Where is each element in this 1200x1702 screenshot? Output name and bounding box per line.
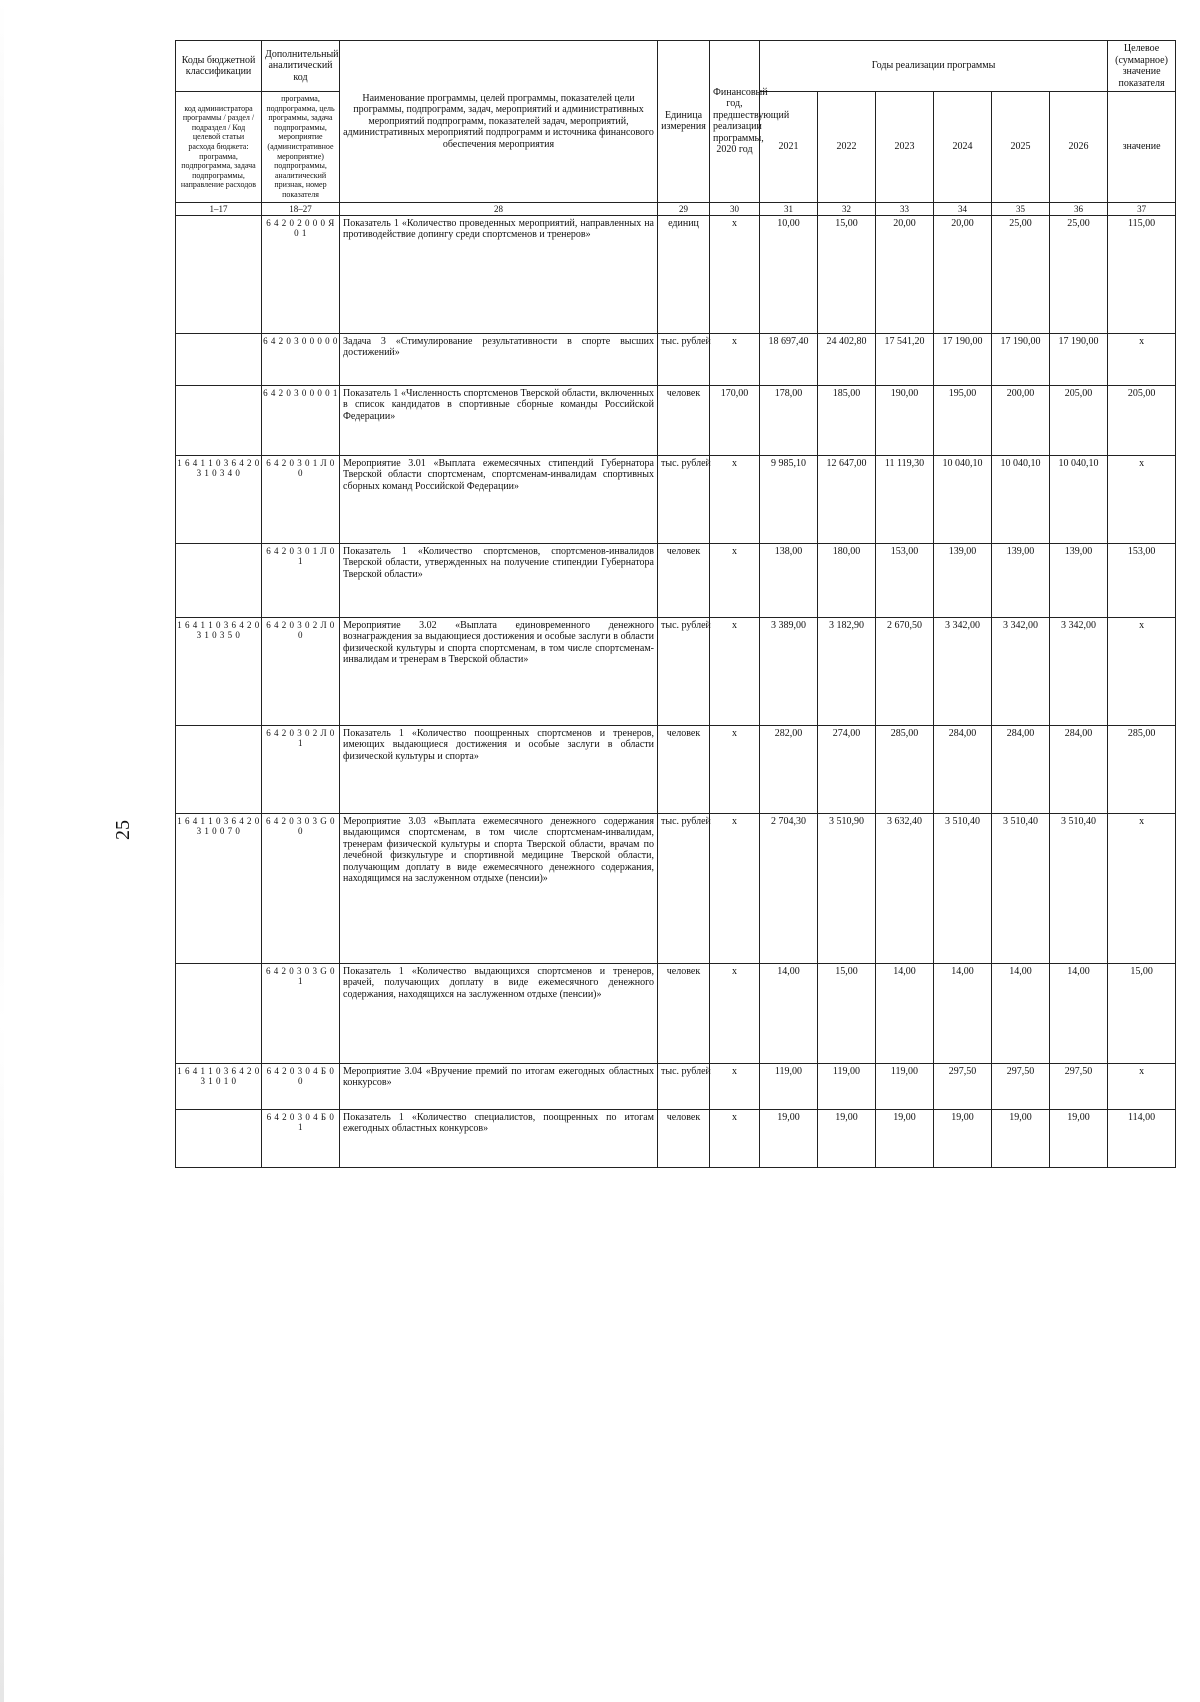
budget-code-cell bbox=[176, 543, 262, 617]
year-2021-header: 2021 bbox=[760, 92, 818, 203]
year-value-cell: 18 697,40 bbox=[760, 333, 818, 385]
year-value-cell: 195,00 bbox=[934, 385, 992, 455]
year-value-cell: 153,00 bbox=[876, 543, 934, 617]
fin-2020-cell: x bbox=[710, 333, 760, 385]
year-2022-header: 2022 bbox=[818, 92, 876, 203]
table-row bbox=[176, 543, 1176, 617]
col-num-unit: 29 bbox=[658, 202, 710, 215]
year-value-cell: 190,00 bbox=[876, 385, 934, 455]
year-value-cell: 15,00 bbox=[818, 963, 876, 1063]
year-value-cell: 119,00 bbox=[818, 1063, 876, 1109]
col-num-analytic: 18–27 bbox=[262, 202, 340, 215]
unit-cell: единиц bbox=[658, 215, 710, 333]
col-num-2023: 33 bbox=[876, 202, 934, 215]
fin-2020-cell: x bbox=[710, 215, 760, 333]
budget-code-cell: 1 6 4 1 1 0 3 6 4 2 0 3 1 0 0 7 0 bbox=[176, 813, 262, 963]
col-num-fin: 30 bbox=[710, 202, 760, 215]
row-name-cell: Показатель 1 «Численность спортсменов Тверской области, включенных в список кандидатов в спортивные сборные команды Российской Федерации» bbox=[340, 385, 658, 455]
expense-direction-label: направление расходов bbox=[180, 180, 257, 190]
unit-cell: тыс. рублей bbox=[658, 455, 710, 543]
year-value-cell: 119,00 bbox=[876, 1063, 934, 1109]
year-value-cell: 14,00 bbox=[876, 963, 934, 1063]
program-indicators-table bbox=[175, 40, 1176, 1168]
year-value-cell: 274,00 bbox=[818, 725, 876, 813]
year-value-cell: 3 342,00 bbox=[1050, 617, 1108, 725]
year-value-cell: 14,00 bbox=[934, 963, 992, 1063]
unit-cell: тыс. рублей bbox=[658, 813, 710, 963]
table-row bbox=[176, 1063, 1176, 1109]
add-program-label: программа bbox=[281, 94, 318, 103]
table-row bbox=[176, 617, 1176, 725]
analytic-code-cell: 6 4 2 0 3 0 4 Б 0 1 bbox=[262, 1109, 340, 1167]
analytic-code-cell: 6 4 2 0 3 0 3 G 0 0 bbox=[262, 813, 340, 963]
budget-code-cell bbox=[176, 333, 262, 385]
table-row bbox=[176, 385, 1176, 455]
budget-code-subheader bbox=[176, 92, 262, 203]
table-row bbox=[176, 813, 1176, 963]
year-value-cell: 178,00 bbox=[760, 385, 818, 455]
row-name-cell: Мероприятие 3.04 «Вручение премий по итогам ежегодных областных конкурсов» bbox=[340, 1063, 658, 1109]
year-value-cell: 9 985,10 bbox=[760, 455, 818, 543]
row-name-cell: Мероприятие 3.01 «Выплата ежемесячных стипендий Губернатора Тверской области спортсменам, спортсменам-инвалидам спортивных сборных команд Российской Федерации» bbox=[340, 455, 658, 543]
indicator-number-label: номер показателя bbox=[282, 180, 327, 199]
year-value-cell: 200,00 bbox=[992, 385, 1050, 455]
unit-cell: человек bbox=[658, 963, 710, 1063]
target-value-cell: 114,00 bbox=[1108, 1109, 1176, 1167]
row-name-cell: Показатель 1 «Количество специалистов, поощренных по итогам ежегодных областных конкурсов» bbox=[340, 1109, 658, 1167]
row-name-cell: Показатель 1 «Количество выдающихся спортсменов и тренеров, врачей, получающих доплату в виде ежемесячного денежного содержания, находящихся на заслуженном отдыхе (пенсии)» bbox=[340, 963, 658, 1063]
year-value-cell: 17 541,20 bbox=[876, 333, 934, 385]
year-value-cell: 3 342,00 bbox=[934, 617, 992, 725]
fin-2020-cell: x bbox=[710, 813, 760, 963]
fin-2020-cell: x bbox=[710, 617, 760, 725]
target-value-cell: x bbox=[1108, 617, 1176, 725]
year-value-cell: 19,00 bbox=[1050, 1109, 1108, 1167]
fin-2020-cell: x bbox=[710, 725, 760, 813]
section-label: раздел bbox=[227, 113, 250, 123]
target-value-cell: 115,00 bbox=[1108, 215, 1176, 333]
year-value-cell: 3 389,00 bbox=[760, 617, 818, 725]
budget-codes-label: Коды бюджетной классификации bbox=[181, 54, 256, 77]
year-value-cell: 3 510,40 bbox=[934, 813, 992, 963]
year-value-cell: 2 670,50 bbox=[876, 617, 934, 725]
col-num-2026: 36 bbox=[1050, 202, 1108, 215]
year-value-cell: 297,50 bbox=[934, 1063, 992, 1109]
year-value-cell: 285,00 bbox=[876, 725, 934, 813]
year-value-cell: 3 182,90 bbox=[818, 617, 876, 725]
year-value-cell: 3 510,90 bbox=[818, 813, 876, 963]
additional-code-label: Дополнительный аналитический код bbox=[265, 48, 339, 83]
analytic-code-cell: 6 4 2 0 3 0 4 Б 0 0 bbox=[262, 1063, 340, 1109]
target-value-cell: x bbox=[1108, 813, 1176, 963]
analytic-code-cell: 6 4 2 0 3 0 0 0 0 0 bbox=[262, 333, 340, 385]
fin-year-header: Финансовый год, предшествующий реализации программы, 2020 год bbox=[710, 41, 760, 203]
target-value-cell: x bbox=[1108, 455, 1176, 543]
target-value-cell: x bbox=[1108, 333, 1176, 385]
unit-cell: тыс. рублей bbox=[658, 333, 710, 385]
year-value-cell: 284,00 bbox=[934, 725, 992, 813]
budget-codes-header bbox=[176, 41, 262, 92]
year-value-cell: 24 402,80 bbox=[818, 333, 876, 385]
target-value-cell: 15,00 bbox=[1108, 963, 1176, 1063]
year-value-cell: 20,00 bbox=[934, 215, 992, 333]
target-value-cell: 285,00 bbox=[1108, 725, 1176, 813]
admin-code-label: код администратора программы bbox=[182, 103, 253, 123]
year-value-cell: 3 510,40 bbox=[992, 813, 1050, 963]
year-value-cell: 3 632,40 bbox=[876, 813, 934, 963]
year-value-cell: 180,00 bbox=[818, 543, 876, 617]
col-num: 18 bbox=[289, 203, 299, 214]
row-name-cell: Задача 3 «Стимулирование результативности в спорте высших достижений» bbox=[340, 333, 658, 385]
target-value-cell: 205,00 bbox=[1108, 385, 1176, 455]
budget-code-cell bbox=[176, 963, 262, 1063]
year-value-cell: 17 190,00 bbox=[934, 333, 992, 385]
program-goal-label: цель программы bbox=[268, 103, 335, 123]
year-value-cell: 19,00 bbox=[934, 1109, 992, 1167]
analytic-code-cell: 6 4 2 0 3 0 1 Л 0 1 bbox=[262, 543, 340, 617]
year-value-cell: 297,50 bbox=[992, 1063, 1050, 1109]
year-value-cell: 19,00 bbox=[992, 1109, 1050, 1167]
value-header: значение bbox=[1108, 92, 1176, 203]
year-value-cell: 282,00 bbox=[760, 725, 818, 813]
budget-code-cell bbox=[176, 215, 262, 333]
analytic-code-components: программа, подпрограмма, цель программы, задача подпрограммы, мероприятие (административное мероприятие) подпрограммы, аналитический признак, номер показателя bbox=[266, 94, 335, 199]
row-name-cell: Показатель 1 «Количество поощренных спортсменов и тренеров, имеющих выдающиеся достижения и особые заслуги в области физической культуры и спорта» bbox=[340, 725, 658, 813]
year-value-cell: 15,00 bbox=[818, 215, 876, 333]
year-value-cell: 17 190,00 bbox=[992, 333, 1050, 385]
add-subprogram-label: подпрограмма bbox=[266, 103, 316, 113]
program-label: программа bbox=[199, 151, 236, 161]
col-num-name: 28 bbox=[340, 202, 658, 215]
years-header: Годы реализации программы bbox=[760, 41, 1108, 92]
col-num: 27 bbox=[302, 203, 312, 214]
col-num-budget: 1–17 bbox=[176, 202, 262, 215]
year-2026-header: 2026 bbox=[1050, 92, 1108, 203]
unit-cell: человек bbox=[658, 1109, 710, 1167]
additional-code-header bbox=[262, 41, 340, 92]
year-2024-header: 2024 bbox=[934, 92, 992, 203]
table-body bbox=[176, 215, 1176, 1167]
column-numbers-row bbox=[176, 202, 1176, 215]
row-name-cell: Показатель 1 «Количество спортсменов, спортсменов-инвалидов Тверской области, утвержденных на получение стипендии Губернатора Тверской области» bbox=[340, 543, 658, 617]
scan-edge bbox=[0, 0, 4, 1702]
table-row bbox=[176, 1109, 1176, 1167]
year-value-cell: 119,00 bbox=[760, 1063, 818, 1109]
year-value-cell: 284,00 bbox=[1050, 725, 1108, 813]
unit-cell: человек bbox=[658, 725, 710, 813]
name-header: Наименование программы, целей программы, показателей цели программы, подпрограмм, задач, мероприятий и административных мероприятий подпрограмм, показателей задач, мероприятий, административных мероприятий подпрограмм и источника финансового обеспечения мероприятия bbox=[340, 41, 658, 203]
year-value-cell: 2 704,30 bbox=[760, 813, 818, 963]
program-table-sheet bbox=[175, 40, 1175, 1168]
col-num-target: 37 bbox=[1108, 202, 1176, 215]
table-row bbox=[176, 725, 1176, 813]
fin-2020-cell: 170,00 bbox=[710, 385, 760, 455]
year-value-cell: 138,00 bbox=[760, 543, 818, 617]
budget-code-cell bbox=[176, 1109, 262, 1167]
row-name-cell: Показатель 1 «Количество проведенных мероприятий, направленных на противодействие допингу среди спортсменов и тренеров» bbox=[340, 215, 658, 333]
year-value-cell: 10 040,10 bbox=[934, 455, 992, 543]
budget-code-cell bbox=[176, 385, 262, 455]
unit-cell: тыс. рублей bbox=[658, 617, 710, 725]
col-num-2025: 35 bbox=[992, 202, 1050, 215]
col-num-2024: 34 bbox=[934, 202, 992, 215]
year-value-cell: 19,00 bbox=[818, 1109, 876, 1167]
year-value-cell: 11 119,30 bbox=[876, 455, 934, 543]
year-value-cell: 10 040,10 bbox=[992, 455, 1050, 543]
year-value-cell: 3 510,40 bbox=[1050, 813, 1108, 963]
target-value-cell: x bbox=[1108, 1063, 1176, 1109]
col-num: 17 bbox=[218, 203, 228, 214]
year-value-cell: 139,00 bbox=[992, 543, 1050, 617]
target-article-label: Код целевой статьи расхода бюджета bbox=[188, 122, 247, 151]
budget-code-components: код администратора программы / раздел / подраздел / Код целевой статьи расхода бюджета: программа, подпрограмма, задача подпрограммы, направление расходов bbox=[180, 103, 257, 190]
page-number: 25 bbox=[112, 820, 134, 840]
col-num-2021: 31 bbox=[760, 202, 818, 215]
unit-cell: человек bbox=[658, 543, 710, 617]
fin-2020-cell: x bbox=[710, 963, 760, 1063]
year-value-cell: 14,00 bbox=[1050, 963, 1108, 1063]
year-value-cell: 19,00 bbox=[876, 1109, 934, 1167]
fin-2020-cell: x bbox=[710, 455, 760, 543]
year-value-cell: 139,00 bbox=[934, 543, 992, 617]
analytic-code-cell: 6 4 2 0 2 0 0 0 Я 0 1 bbox=[262, 215, 340, 333]
year-value-cell: 25,00 bbox=[992, 215, 1050, 333]
target-value-cell: 153,00 bbox=[1108, 543, 1176, 617]
year-value-cell: 14,00 bbox=[992, 963, 1050, 1063]
year-value-cell: 284,00 bbox=[992, 725, 1050, 813]
analytic-code-cell: 6 4 2 0 3 0 0 0 0 1 bbox=[262, 385, 340, 455]
subprogram-task-label: задача подпрограммы bbox=[192, 161, 256, 180]
year-value-cell: 297,50 bbox=[1050, 1063, 1108, 1109]
year-value-cell: 3 342,00 bbox=[992, 617, 1050, 725]
analytic-code-cell: 6 4 2 0 3 0 2 Л 0 1 bbox=[262, 725, 340, 813]
year-2023-header: 2023 bbox=[876, 92, 934, 203]
col-num: 1 bbox=[209, 203, 214, 214]
analytic-code-cell: 6 4 2 0 3 0 2 Л 0 0 bbox=[262, 617, 340, 725]
budget-code-cell: 1 6 4 1 1 0 3 6 4 2 0 3 1 0 3 5 0 bbox=[176, 617, 262, 725]
year-value-cell: 17 190,00 bbox=[1050, 333, 1108, 385]
target-value-header: Целевое (суммарное) значение показателя bbox=[1108, 41, 1176, 92]
year-value-cell: 205,00 bbox=[1050, 385, 1108, 455]
analytic-code-cell: 6 4 2 0 3 0 3 G 0 1 bbox=[262, 963, 340, 1063]
measure-label: мероприятие (административное мероприятие) подпрограммы bbox=[267, 132, 334, 171]
fin-2020-cell: x bbox=[710, 1063, 760, 1109]
table-row bbox=[176, 333, 1176, 385]
year-value-cell: 25,00 bbox=[1050, 215, 1108, 333]
col-num-2022: 32 bbox=[818, 202, 876, 215]
subsection-label: подраздел bbox=[191, 122, 227, 132]
year-value-cell: 10 040,10 bbox=[1050, 455, 1108, 543]
row-name-cell: Мероприятие 3.03 «Выплата ежемесячного денежного содержания выдающимся спортсменам, в том числе спортсменам-инвалидам, тренерам физической культуры и спорта Тверской области, врачам по лечебной физкультуре и спортивной медицине Тверской области, получающим доплату в виде ежемесячного денежного содержания, находящимся на заслуженном отдыхе (пенсии)» bbox=[340, 813, 658, 963]
subprogram-label: подпрограмма bbox=[181, 161, 231, 171]
year-value-cell: 14,00 bbox=[760, 963, 818, 1063]
subprogram-task2-label: задача подпрограммы bbox=[274, 113, 333, 132]
year-value-cell: 139,00 bbox=[1050, 543, 1108, 617]
fin-2020-cell: x bbox=[710, 543, 760, 617]
year-value-cell: 12 647,00 bbox=[818, 455, 876, 543]
analytic-sign-label: аналитический признак bbox=[274, 170, 327, 190]
year-value-cell: 20,00 bbox=[876, 215, 934, 333]
analytic-code-cell: 6 4 2 0 3 0 1 Л 0 0 bbox=[262, 455, 340, 543]
year-2025-header: 2025 bbox=[992, 92, 1050, 203]
table-row bbox=[176, 215, 1176, 333]
year-value-cell: 19,00 bbox=[760, 1109, 818, 1167]
year-value-cell: 10,00 bbox=[760, 215, 818, 333]
budget-code-cell bbox=[176, 725, 262, 813]
row-name-cell: Мероприятие 3.02 «Выплата единовременного денежного вознаграждения за выдающиеся достижения и особые заслуги в области физической культуры и спорта спортсменам, в том числе спортсменам-инвалидам и тренерам в Тверской области» bbox=[340, 617, 658, 725]
budget-code-cell: 1 6 4 1 1 0 3 6 4 2 0 3 1 0 3 4 0 bbox=[176, 455, 262, 543]
unit-cell: тыс. рублей bbox=[658, 1063, 710, 1109]
unit-cell: человек bbox=[658, 385, 710, 455]
budget-code-cell: 1 6 4 1 1 0 3 6 4 2 0 3 1 0 1 0 bbox=[176, 1063, 262, 1109]
fin-2020-cell: x bbox=[710, 1109, 760, 1167]
year-value-cell: 185,00 bbox=[818, 385, 876, 455]
unit-header: Единица измерения bbox=[658, 41, 710, 203]
table-row bbox=[176, 963, 1176, 1063]
table-row bbox=[176, 455, 1176, 543]
analytic-code-subheader bbox=[262, 92, 340, 203]
